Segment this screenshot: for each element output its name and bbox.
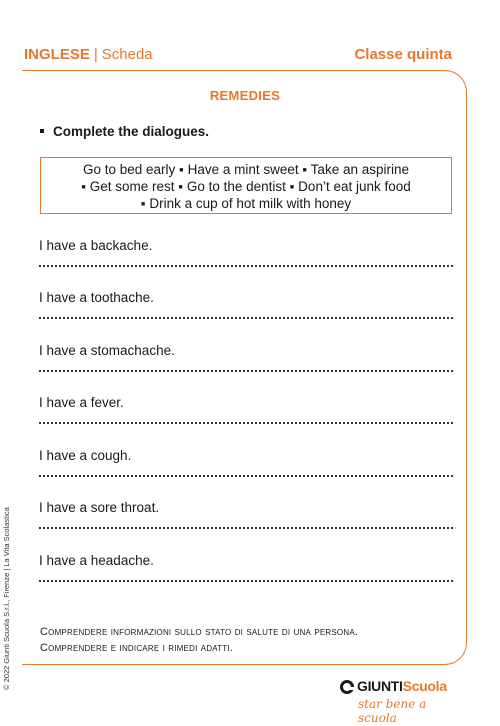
objective-line: Comprendere informazioni sullo stato di salute di una persona. bbox=[40, 626, 359, 638]
dialogue-prompt: I have a cough. bbox=[39, 448, 132, 463]
dialogue-row bbox=[39, 395, 453, 410]
dialogue-row bbox=[39, 290, 453, 305]
dialogue-prompt: I have a stomachache. bbox=[39, 343, 175, 358]
answer-line[interactable] bbox=[39, 580, 453, 582]
dialogue-row bbox=[39, 448, 453, 463]
objective-line: Comprendere e indicare i rimedi adatti. bbox=[40, 642, 234, 654]
dialogue-row bbox=[39, 500, 453, 515]
giunti-scuola-logo bbox=[340, 678, 460, 725]
dialogue-prompt: I have a backache. bbox=[39, 238, 153, 253]
dialogue-row bbox=[39, 553, 453, 568]
class-label: Classe quinta bbox=[354, 46, 452, 63]
subject-label bbox=[24, 46, 153, 63]
dialogue-prompt: I have a fever. bbox=[39, 395, 124, 410]
g-logo-icon bbox=[340, 680, 354, 694]
page-header bbox=[24, 46, 452, 66]
learning-objectives bbox=[40, 624, 358, 656]
answer-line[interactable] bbox=[39, 370, 453, 372]
worksheet-title: REMEDIES bbox=[209, 88, 281, 103]
remedies-line: ▪ Get some rest ▪ Go to the dentist ▪ Don’t eat junk food bbox=[81, 179, 411, 194]
dialogue-prompt: I have a sore throat. bbox=[39, 500, 160, 515]
brand-name bbox=[357, 678, 447, 694]
dialogue-row bbox=[39, 343, 453, 358]
bullet-icon bbox=[40, 129, 44, 133]
remedies-line: ▪ Drink a cup of hot milk with honey bbox=[140, 196, 352, 211]
brand-accent: Scuola bbox=[402, 678, 447, 694]
brand-dark: GIUNTI bbox=[357, 678, 403, 694]
brand-tagline: star bene a scuola bbox=[358, 697, 427, 725]
answer-line[interactable] bbox=[39, 265, 453, 267]
remedies-line: Go to bed early ▪ Have a mint sweet ▪ Take an aspirine bbox=[83, 162, 409, 177]
dialogue-prompt: I have a toothache. bbox=[39, 290, 154, 305]
answer-line[interactable] bbox=[39, 475, 453, 477]
answer-line[interactable] bbox=[39, 422, 453, 424]
subject-name: INGLESE bbox=[24, 46, 90, 63]
dialogue-prompt: I have a headache. bbox=[39, 553, 154, 568]
answer-line[interactable] bbox=[39, 527, 453, 529]
dialogue-row bbox=[39, 238, 453, 253]
header-separator: | bbox=[93, 46, 98, 63]
answer-line[interactable] bbox=[39, 317, 453, 319]
remedies-box bbox=[40, 157, 452, 214]
worksheet-type: Scheda bbox=[101, 46, 153, 63]
instruction-text: Complete the dialogues. bbox=[53, 124, 210, 139]
instruction bbox=[40, 124, 209, 139]
copyright-note: © 2022 Giunti Scuola S.r.l., Firenze | La Vita Scolastica bbox=[2, 507, 11, 690]
